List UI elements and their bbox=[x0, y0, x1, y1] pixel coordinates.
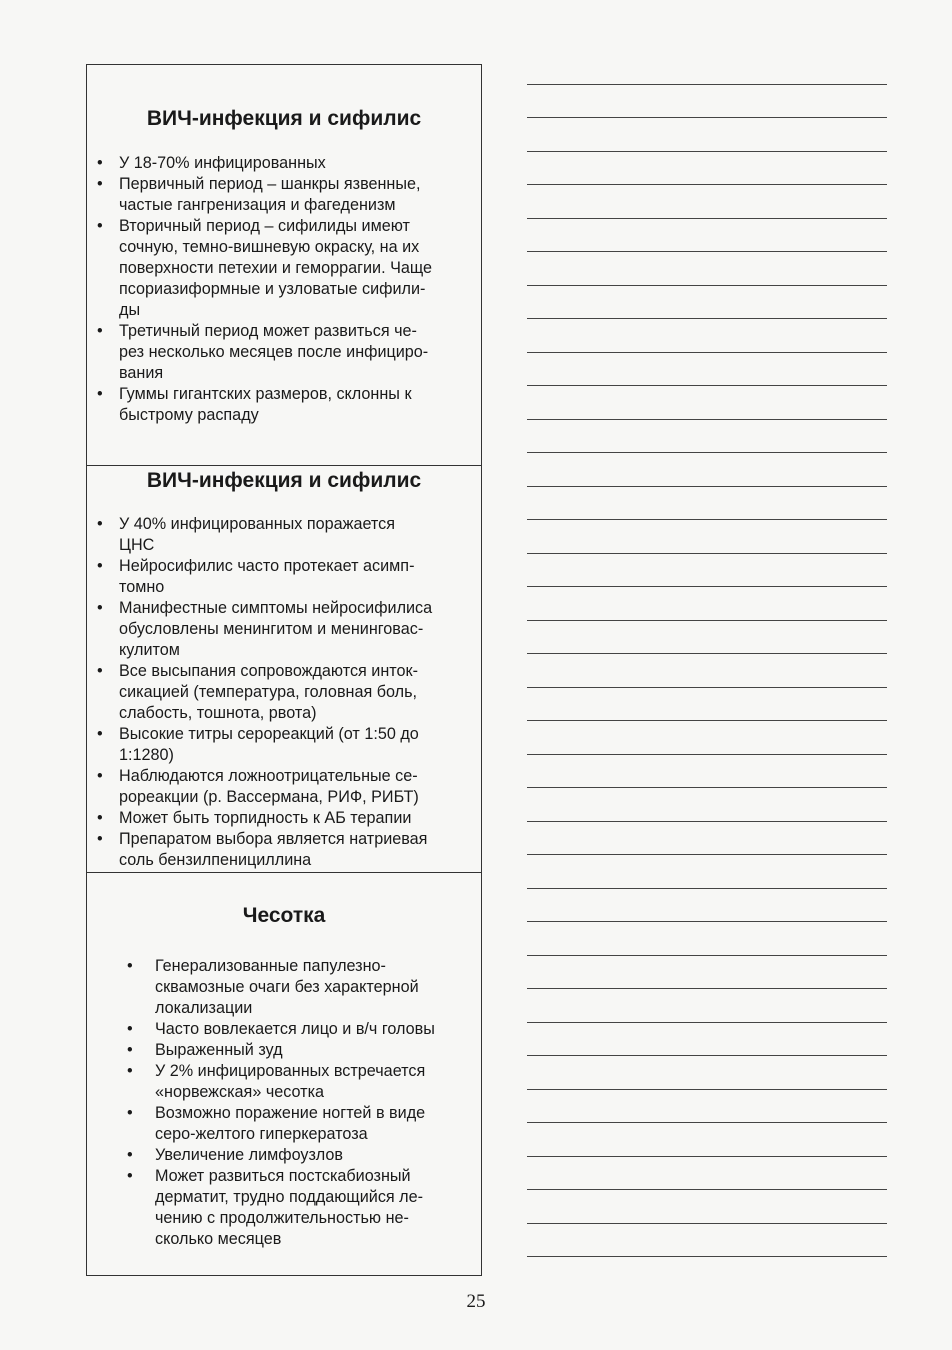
note-line bbox=[527, 553, 887, 554]
note-line bbox=[527, 519, 887, 520]
list-item bbox=[127, 1040, 473, 1061]
list-item-text: Увеличение лимфоузлов bbox=[155, 1146, 343, 1164]
list-item bbox=[127, 1061, 473, 1103]
note-line bbox=[527, 419, 887, 420]
note-line bbox=[527, 921, 887, 922]
list-item-text: У 18-70% инфицированных bbox=[119, 154, 326, 172]
list-item bbox=[97, 174, 467, 216]
note-line bbox=[527, 854, 887, 855]
bullet-icon: • bbox=[97, 217, 103, 235]
list-item-text: Наблюдаются ложноотрицательные се- bbox=[119, 767, 418, 785]
note-line bbox=[527, 1022, 887, 1023]
list-item-text: Манифестные симптомы нейросифилиса bbox=[119, 599, 433, 617]
note-line bbox=[527, 117, 887, 118]
list-item-text: Генерализованные папулезно- bbox=[155, 957, 386, 975]
list-item bbox=[97, 766, 473, 808]
list-item bbox=[97, 321, 467, 384]
list-item-text: 1:1280) bbox=[119, 746, 174, 764]
list-item-text: ЦНС bbox=[119, 536, 155, 554]
list-item bbox=[97, 661, 473, 724]
note-line bbox=[527, 620, 887, 621]
list-item bbox=[127, 1019, 473, 1040]
list-item-text: У 2% инфицированных встречается bbox=[155, 1062, 426, 1080]
bullet-list bbox=[87, 153, 481, 426]
note-line bbox=[527, 1122, 887, 1123]
note-line bbox=[527, 988, 887, 989]
list-item bbox=[97, 808, 473, 829]
bullet-icon: • bbox=[127, 1167, 133, 1185]
bullet-list bbox=[87, 956, 481, 1250]
list-item-text: Первичный период – шанкры язвенные, bbox=[119, 175, 421, 193]
bullet-list bbox=[87, 514, 481, 871]
slide-scabies bbox=[87, 873, 481, 1277]
list-item-text: локализации bbox=[155, 999, 253, 1017]
list-item bbox=[97, 153, 467, 174]
note-line bbox=[527, 955, 887, 956]
note-line bbox=[527, 184, 887, 185]
list-item-text: Высокие титры серореакций (от 1:50 до bbox=[119, 725, 419, 743]
list-item-text: Вторичный период – сифилиды имеют bbox=[119, 217, 410, 235]
note-line bbox=[527, 1223, 887, 1224]
note-line bbox=[527, 687, 887, 688]
bullet-icon: • bbox=[97, 767, 103, 785]
list-item-text: псориазиформные и узловатые сифили- bbox=[119, 280, 426, 298]
list-item-text: сикацией (температура, головная боль, bbox=[119, 683, 418, 701]
note-line bbox=[527, 1089, 887, 1090]
list-item-text: соль бензилпенициллина bbox=[119, 851, 312, 869]
slide-hiv-syphilis-1 bbox=[87, 65, 481, 466]
list-item-text: Все высыпания сопровождаются инток- bbox=[119, 662, 418, 680]
page-number: 25 bbox=[466, 1291, 486, 1312]
bullet-icon: • bbox=[97, 322, 103, 340]
note-line bbox=[527, 452, 887, 453]
note-line bbox=[527, 821, 887, 822]
list-item bbox=[127, 1103, 473, 1145]
list-item-text: дерматит, трудно поддающийся ле- bbox=[155, 1188, 424, 1206]
list-item bbox=[97, 598, 473, 661]
bullet-icon: • bbox=[97, 175, 103, 193]
note-line bbox=[527, 1156, 887, 1157]
bullet-icon: • bbox=[97, 830, 103, 848]
list-item-text: Часто вовлекается лицо и в/ч головы bbox=[155, 1020, 435, 1038]
slide-title: ВИЧ-инфекция и сифилис bbox=[146, 107, 422, 130]
list-item-text: рореакции (р. Вассермана, РИФ, РИБТ) bbox=[119, 788, 419, 806]
note-line bbox=[527, 486, 887, 487]
list-item-text: Третичный период может развиться че- bbox=[119, 322, 417, 340]
list-item bbox=[127, 1166, 473, 1250]
list-item bbox=[97, 829, 473, 871]
note-line bbox=[527, 285, 887, 286]
bullet-icon: • bbox=[97, 515, 103, 533]
note-line bbox=[527, 754, 887, 755]
list-item bbox=[97, 384, 467, 426]
list-item-text: Нейросифилис часто протекает асимп- bbox=[119, 557, 415, 575]
bullet-icon: • bbox=[97, 557, 103, 575]
bullet-icon: • bbox=[97, 385, 103, 403]
slides-column bbox=[86, 64, 482, 1276]
note-line bbox=[527, 586, 887, 587]
note-line bbox=[527, 151, 887, 152]
bullet-icon: • bbox=[127, 1041, 133, 1059]
note-line bbox=[527, 1256, 887, 1257]
list-item bbox=[97, 724, 473, 766]
bullet-icon: • bbox=[97, 154, 103, 172]
list-item-text: серо-желтого гиперкератоза bbox=[155, 1125, 368, 1143]
list-item-text: Препаратом выбора является натриевая bbox=[119, 830, 428, 848]
list-item-text: слабость, тошнота, рвота) bbox=[119, 704, 317, 722]
note-line bbox=[527, 1189, 887, 1190]
bullet-icon: • bbox=[127, 1146, 133, 1164]
list-item-text: Выраженный зуд bbox=[155, 1041, 283, 1059]
list-item-text: Возможно поражение ногтей в виде bbox=[155, 1104, 426, 1122]
list-item-text: сколько месяцев bbox=[155, 1230, 282, 1248]
note-line bbox=[527, 318, 887, 319]
list-item-text: частые гангренизация и фагеденизм bbox=[119, 196, 396, 214]
bullet-icon: • bbox=[127, 1020, 133, 1038]
note-line bbox=[527, 352, 887, 353]
list-item-text: обусловлены менингитом и менинговас- bbox=[119, 620, 424, 638]
list-item bbox=[127, 956, 473, 1019]
list-item bbox=[127, 1145, 473, 1166]
bullet-icon: • bbox=[97, 662, 103, 680]
list-item-text: томно bbox=[119, 578, 165, 596]
list-item-text: Гуммы гигантских размеров, склонны к bbox=[119, 385, 412, 403]
bullet-icon: • bbox=[97, 725, 103, 743]
list-item bbox=[97, 556, 473, 598]
list-item-text: У 40% инфицированных поражается bbox=[119, 515, 396, 533]
list-item-text: чению с продолжительностью не- bbox=[155, 1209, 409, 1227]
list-item-text: поверхности петехии и геморрагии. Чаще bbox=[119, 259, 433, 277]
bullet-icon: • bbox=[127, 1062, 133, 1080]
note-line bbox=[527, 888, 887, 889]
note-line bbox=[527, 720, 887, 721]
note-line bbox=[527, 218, 887, 219]
note-line bbox=[527, 385, 887, 386]
bullet-icon: • bbox=[127, 1104, 133, 1122]
list-item-text: сочную, темно-вишневую окраску, на их bbox=[119, 238, 420, 256]
slide-title: Чесотка bbox=[242, 904, 326, 927]
list-item-text: быстрому распаду bbox=[119, 406, 259, 424]
note-line bbox=[527, 787, 887, 788]
list-item-text: кулитом bbox=[119, 641, 180, 659]
list-item-text: «норвежская» чесотка bbox=[155, 1083, 325, 1101]
list-item-text: вания bbox=[119, 364, 164, 382]
list-item-text: рез несколько месяцев после инфициро- bbox=[119, 343, 429, 361]
list-item bbox=[97, 216, 467, 321]
list-item-text: Может развиться постскабиозный bbox=[155, 1167, 411, 1185]
bullet-icon: • bbox=[127, 957, 133, 975]
slide-hiv-syphilis-2 bbox=[87, 466, 481, 873]
slide-title: ВИЧ-инфекция и сифилис bbox=[146, 469, 422, 492]
note-line bbox=[527, 653, 887, 654]
list-item-text: Может быть торпидность к АБ терапии bbox=[119, 809, 412, 827]
note-line bbox=[527, 251, 887, 252]
bullet-icon: • bbox=[97, 599, 103, 617]
bullet-icon: • bbox=[97, 809, 103, 827]
list-item-text: сквамозные очаги без характерной bbox=[155, 978, 419, 996]
list-item-text: ды bbox=[119, 301, 141, 319]
note-line bbox=[527, 1055, 887, 1056]
note-line bbox=[527, 84, 887, 85]
list-item bbox=[97, 514, 473, 556]
